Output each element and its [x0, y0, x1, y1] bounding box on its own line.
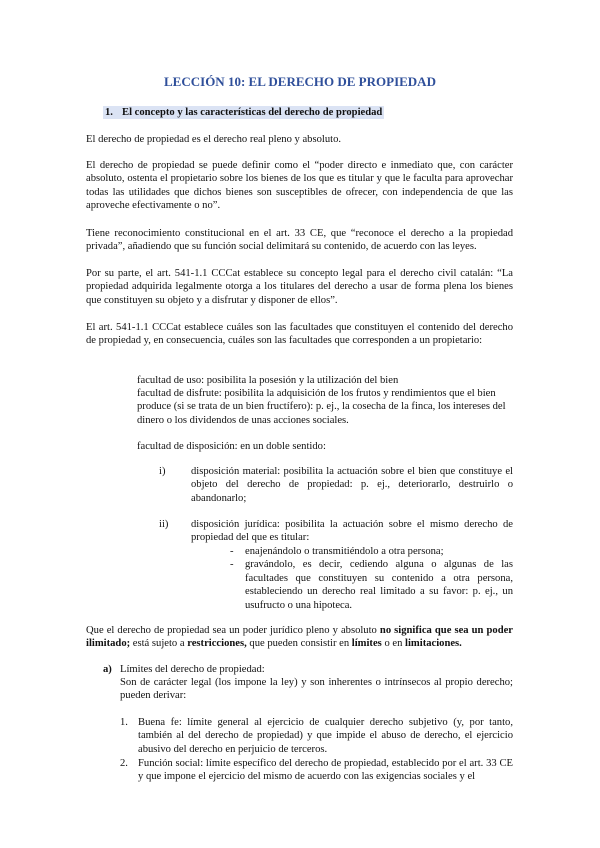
- disposicion-material-text: disposición material: posibilita la actuación sobre el bien que constituye el objeto del derecho de propiedad: p. ej., deteriorarlo, destruirlo o abandonarlo;: [191, 466, 513, 504]
- p6-text-3: que pueden consistir en: [246, 638, 352, 650]
- dash-item-text: enajenándolo o transmitiéndolo a otra persona;: [245, 546, 444, 557]
- dash-item-gravar: [230, 558, 513, 612]
- dash-marker: -: [230, 559, 234, 571]
- p6-bold-1: no significa que sea un poder ilimitado;: [86, 625, 513, 650]
- facultad-disfrute: facultad de disfrute: posibilita la adquisición de los frutos y rendimientos que el bien produce (si se trata de un bien fructífero): p. ej., la cosecha de la finca, los intereses del dinero o los dividendos de unas acciones sociales.: [137, 388, 506, 426]
- p6-text-4: o en: [381, 638, 406, 650]
- paragraph-4: Por su parte, el art. 541-1.1 CCCat establece su concepto legal para el derecho civil catalán: “La propiedad adquirida legalmente otorga a los titulares del derecho a usar de forma plena los bienes que constituyen su objeto y a disfrutar y disponer de ellos”.: [86, 268, 513, 306]
- section-title: El concepto y las características del derecho de propiedad: [122, 107, 383, 118]
- section-number: 1.: [105, 107, 113, 118]
- dash-item-enajenar: [230, 545, 513, 558]
- item-number: 2.: [120, 758, 128, 769]
- facultad-uso: facultad de uso: posibilita la posesión y la utilización del bien: [137, 375, 399, 386]
- dash-list: [230, 545, 513, 612]
- p6-bold-2: restricciones,: [187, 638, 247, 650]
- p6-text-1: Que el derecho de propiedad sea un poder jurídico pleno y absoluto: [86, 625, 380, 636]
- paragraph-5: El art. 541-1.1 CCCat establece cuáles son las facultades que constituyen el contenido del derecho de propiedad y, en consecuencia, cuáles son las facultades que corresponden a un propietario:: [86, 322, 513, 347]
- subsection-heading: Límites del derecho de propiedad:: [120, 664, 265, 675]
- disposicion-juridica-text: disposición jurídica: posibilita la actuación sobre el mismo derecho de propiedad del que es titular:: [191, 519, 513, 544]
- p6-text-2: está sujeto a: [130, 638, 188, 650]
- subsection-marker: a): [103, 664, 112, 675]
- list-marker: i): [159, 466, 166, 477]
- dash-marker: -: [230, 546, 234, 557]
- item-text: Función social: límite específico del derecho de propiedad, establecido por el art. 33 CE y que impone el ejercicio del mismo de acuerdo con las exigencias sociales y el: [138, 758, 513, 783]
- section-heading: [103, 106, 384, 119]
- facultad-disposicion: facultad de disposición: en un doble sentido:: [137, 441, 326, 452]
- item-text: Buena fe: límite general al ejercicio de cualquier derecho subjetivo (y, por tanto, también al del derecho de propiedad) y que impide el abuso de derecho, el ejercicio abusivo del derecho en perjuicio de terceros.: [138, 717, 513, 755]
- list-marker: ii): [159, 519, 169, 530]
- paragraph-2: El derecho de propiedad se puede definir como el “poder directo e inmediato que, con carácter absoluto, ostenta el propietario sobre los bienes de los que es titular y que le faculta para aprovechar todas las utilidades que dichos bienes son susceptibles de ofrecer, con independencia de que las aproveche efectivamente o no”.: [86, 160, 513, 212]
- paragraph-6: [86, 624, 513, 651]
- subsection-intro: Son de carácter legal (los impone la ley) y son inherentes o intrínsecos al propio derecho; pueden derivar:: [120, 677, 513, 702]
- page-title: LECCIÓN 10: EL DERECHO DE PROPIEDAD: [164, 74, 436, 89]
- paragraph-1: El derecho de propiedad es el derecho real pleno y absoluto.: [86, 134, 342, 145]
- p6-bold-4: limitaciones.: [405, 638, 462, 650]
- p6-bold-3: límites: [351, 638, 382, 650]
- paragraph-3: Tiene reconocimiento constitucional en el art. 33 CE, que “reconoce el derecho a la propiedad privada”, añadiendo que su función social delimitará su contenido, de acuerdo con las leyes.: [86, 228, 513, 253]
- dash-item-text: gravándolo, es decir, cediendo alguna o algunas de las facultades que constituyen su contenido a otra persona, estableciendo un derecho real limitado a su favor: p. ej., un usufructo o una hipoteca.: [245, 559, 513, 611]
- item-number: 1.: [120, 717, 128, 728]
